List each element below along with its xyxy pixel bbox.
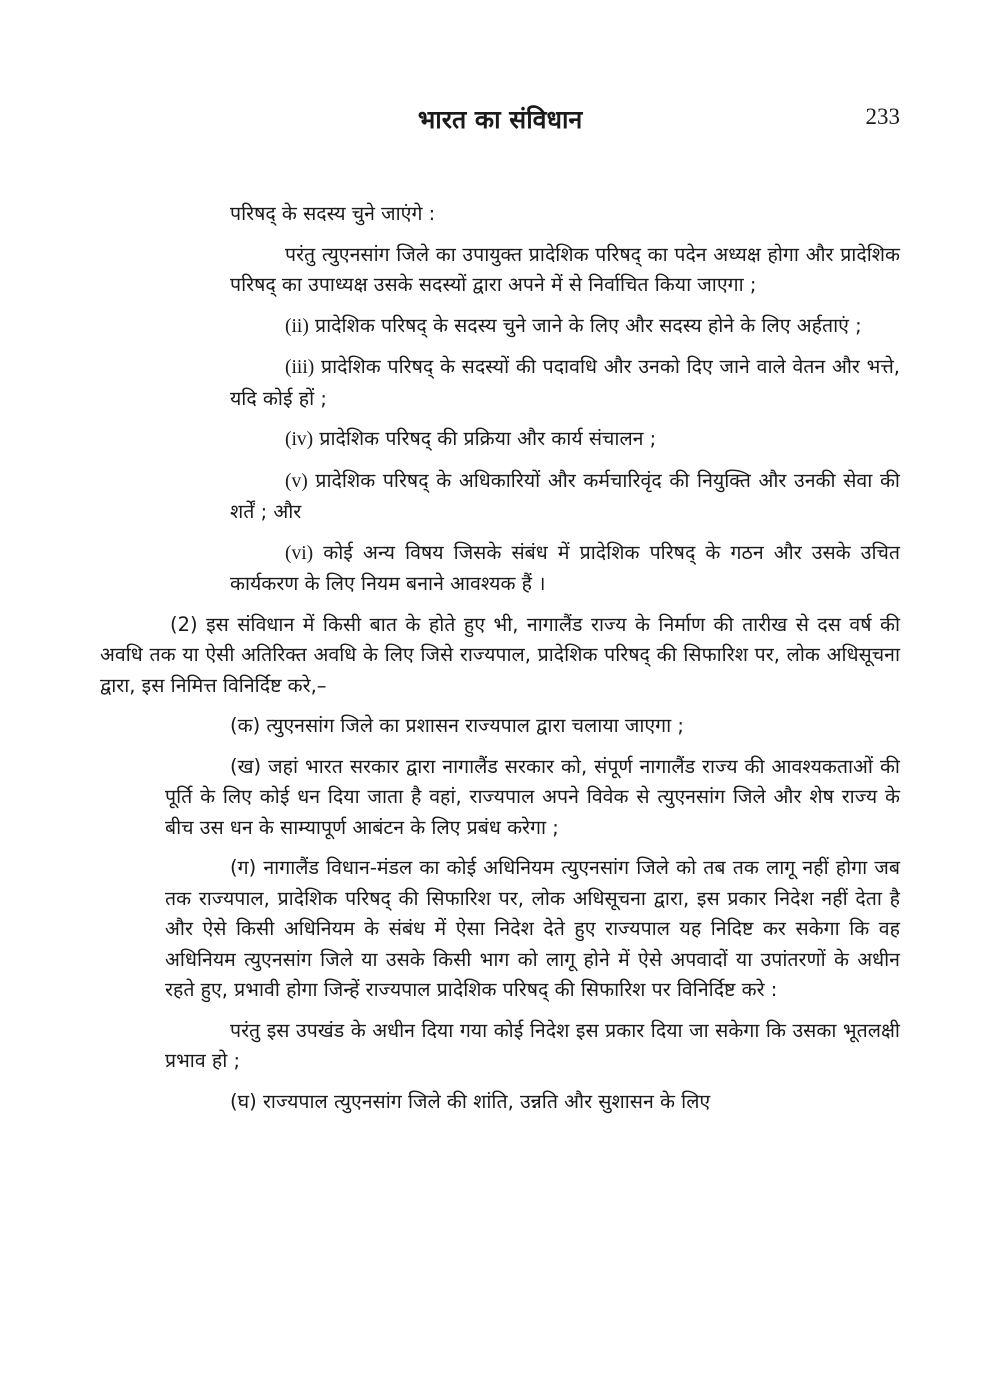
page-title: भारत का संविधान — [417, 105, 583, 134]
clause-vi: (vi) कोई अन्य विषय जिसके संबंध में प्रादेशिक परिषद् के गठन और उसके उचित कार्यकरण के लिए नियम बनाने आवश्यक हैं । — [230, 540, 900, 595]
subclause-ga: (ग) नागालैंड विधान-मंडल का कोई अधिनियम त्युएनसांग जिले को तब तक लागू नहीं होगा जब तक राज्यपाल, प्रादेशिक परिषद् की सिफारिश पर, लोक अधिसूचना द्वारा, इस प्रकार निदेश नहीं देता है और ऐसे किसी अधिनियम के संबंध में ऐसा निदेश देते हुए राज्यपाल यह निदिष्ट कर सकेगा कि वह अधिनियम त्युएनसांग जिले या उसके किसी भाग को लागू होने में ऐसे अपवादों या उपांतरणों के अधीन रहते हुए, प्रभावी होगा जिन्हें राज्यपाल प्रादेशिक परिषद् की सिफारिश पर विनिर्दिष्ट करे : — [165, 856, 900, 1001]
subclause-kha: (ख) जहां भारत सरकार द्वारा नागालैंड सरकार को, संपूर्ण नागालैंड राज्य की आवश्यकताओं की पूर्ति के लिए कोई धन दिया जाता है वहां, राज्यपाल अपने विवेक से त्युएनसांग जिले और शेष राज्य के बीच उस धन के साम्यापूर्ण आबंटन के लिए प्रबंध करेगा ; — [165, 754, 900, 839]
section-2: (2) इस संविधान में किसी बात के होते हुए भी, नागालैंड राज्य के निर्माण की तारीख से दस वर्ष की अवधि तक या ऐसी अतिरिक्त अवधि के लिए जिसे राज्यपाल, प्रादेशिक परिषद् की सिफारिश पर, लोक अधिसूचना द्वारा, इस निमित्त विनिर्दिष्ट करे,– — [100, 612, 900, 697]
clause-marker: (ii) — [285, 315, 309, 337]
clause-marker: (iv) — [285, 429, 314, 450]
document-body — [0, 199, 1000, 1127]
page-number: 233 — [865, 104, 900, 129]
paragraph: परंतु त्युएनसांग जिले का उपायुक्त प्रादेशिक परिषद् का पदेन अध्यक्ष होगा और प्रादेशिक परिषद् का उपाध्यक्ष उसके सदस्यों द्वारा अपने में से निर्वाचित किया जाएगा ; — [230, 242, 900, 296]
clause-marker: (v) — [285, 470, 308, 492]
clause-marker: (iii) — [285, 357, 315, 378]
clause-v: (v) प्रादेशिक परिषद् के अधिकारियों और कर्मचारिवृंद की नियुक्ति और उनकी सेवा की शर्तें ; और — [230, 468, 900, 523]
page-header — [0, 104, 1000, 144]
clause-ii: (ii) प्रादेशिक परिषद् के सदस्य चुने जाने के लिए और सदस्य होने के लिए अर्हताएं ; — [285, 313, 862, 337]
paragraph: परिषद् के सदस्य चुने जाएंगे : — [230, 202, 436, 225]
subclause-gha: (घ) राज्यपाल त्युएनसांग जिले की शांति, उन्नति और सुशासन के लिए — [230, 1089, 711, 1113]
clause-iv: (iv) प्रादेशिक परिषद् की प्रक्रिया और कार्य संचालन ; — [285, 427, 657, 450]
proviso: परंतु इस उपखंड के अधीन दिया गया कोई निदेश इस प्रकार दिया जा सकेगा कि उसका भूतलक्षी प्रभाव हो ; — [165, 1018, 900, 1072]
clause-iii: (iii) प्रादेशिक परिषद् के सदस्यों की पदावधि और उनको दिए जाने वाले वेतन और भत्ते, यदि कोई हों ; — [230, 355, 900, 410]
clause-marker: (vi) — [285, 542, 314, 564]
subclause-ka: (क) त्युएनसांग जिले का प्रशासन राज्यपाल द्वारा चलाया जाएगा ; — [230, 714, 684, 737]
